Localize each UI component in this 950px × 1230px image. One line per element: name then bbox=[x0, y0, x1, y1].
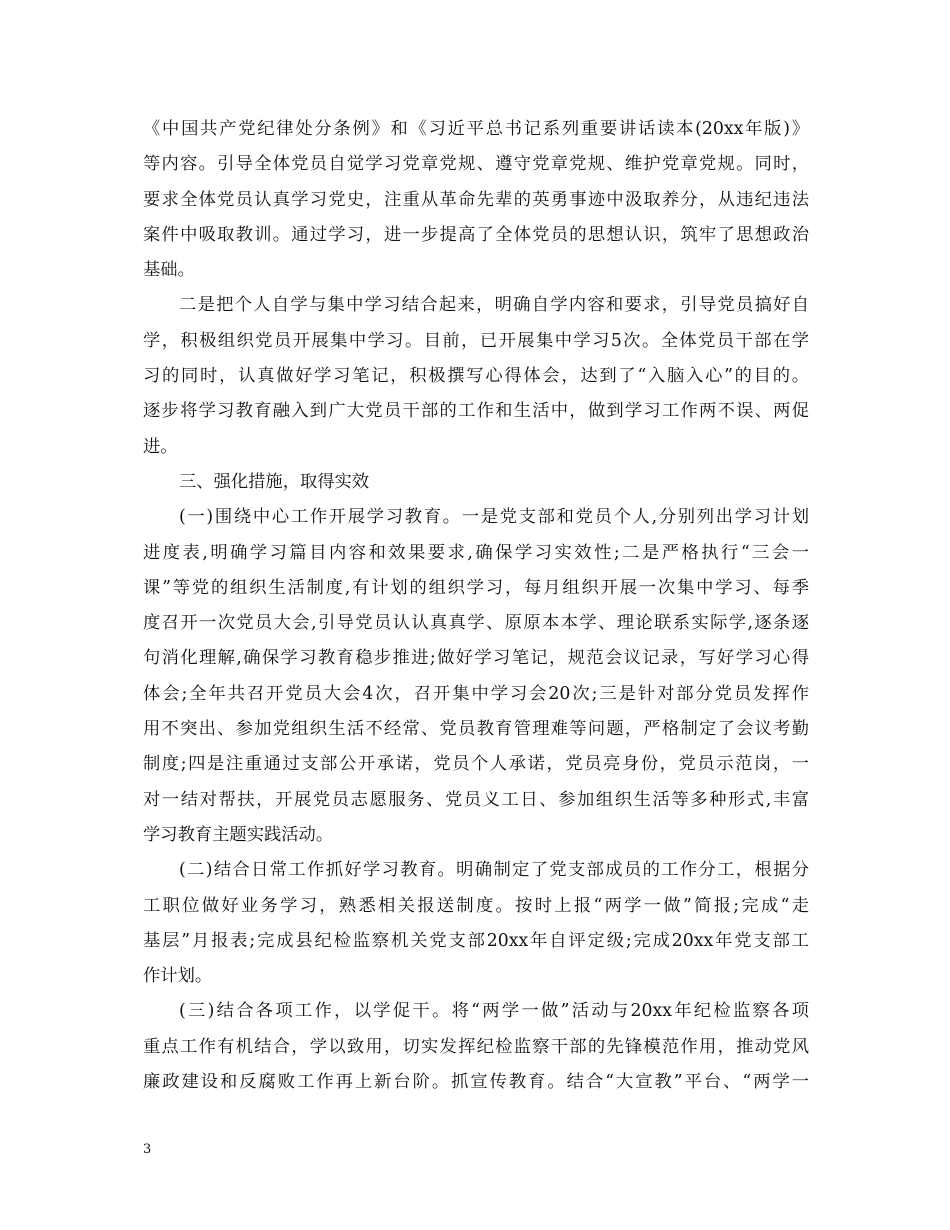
text-line: (二)结合日常工作抓好学习教育。明确制定了党支部成员的工作分工，根据分 bbox=[179, 860, 809, 881]
text-line: 廉政建设和反腐败工作再上新台阶。抓宣传教育。结合“大宣教”平台、“两学一 bbox=[143, 1072, 809, 1093]
text-line: 作计划。 bbox=[143, 966, 213, 987]
text-line: 案件中吸取教训。通过学习，进一步提高了全体党员的思想认识，筑牢了思想政治 bbox=[143, 224, 809, 245]
document-body bbox=[143, 112, 809, 1100]
text-line: 要求全体党员认真学习党史，注重从革命先辈的英勇事迹中汲取养分，从违纪违法 bbox=[143, 189, 809, 210]
text-line: 制度;四是注重通过支部公开承诺，党员个人承诺，党员亮身份，党员示范岗，一 bbox=[143, 754, 809, 775]
text-line: 进。 bbox=[143, 436, 178, 457]
text-line: 课”等党的组织生活制度,有计划的组织学习，每月组织开展一次集中学习、每季 bbox=[143, 577, 809, 598]
text-line: 对一结对帮扶，开展党员志愿服务、党员义工日、参加组织生活等多种形式,丰富 bbox=[143, 789, 809, 810]
text-line: (三)结合各项工作，以学促干。将“两学一做”活动与20xx年纪检监察各项 bbox=[179, 1001, 809, 1022]
text-line: 体会;全年共召开党员大会4次，召开集中学习会20次;三是针对部分党员发挥作 bbox=[143, 683, 809, 704]
text-line: (一)围绕中心工作开展学习教育。一是党支部和党员个人,分别列出学习计划 bbox=[179, 507, 809, 528]
text-line: 用不突出、参加党组织生活不经常、党员教育管理难等问题，严格制定了会议考勤 bbox=[143, 719, 809, 740]
text-line: 句消化理解,确保学习教育稳步推进;做好学习笔记，规范会议记录，写好学习心得 bbox=[143, 648, 809, 669]
text-line: 学，积极组织党员开展集中学习。目前，已开展集中学习5次。全体党员干部在学 bbox=[143, 330, 809, 351]
text-line: 基础。 bbox=[143, 260, 195, 281]
text-line: 学习教育主题实践活动。 bbox=[143, 824, 334, 845]
text-line: 工职位做好业务学习，熟悉相关报送制度。按时上报“两学一做”简报;完成“走 bbox=[143, 895, 809, 916]
text-line: 《中国共产党纪律处分条例》和《习近平总书记系列重要讲话读本(20xx年版)》 bbox=[143, 119, 809, 139]
text-line: 基层”月报表;完成县纪检监察机关党支部20xx年自评定级;完成20xx年党支部工 bbox=[143, 930, 809, 951]
text-line: 习的同时，认真做好学习笔记，积极撰写心得体会，达到了“入脑入心”的目的。 bbox=[143, 366, 809, 387]
text-line: 等内容。引导全体党员自觉学习党章党规、遵守党章党规、维护党章党规。同时， bbox=[143, 154, 809, 175]
page-number: 3 bbox=[143, 1142, 152, 1157]
text-line: 重点工作有机结合，学以致用，切实发挥纪检监察干部的先锋模范作用，推动党风 bbox=[143, 1036, 809, 1057]
text-line: 进度表,明确学习篇目内容和效果要求,确保学习实效性;二是严格执行“三会一 bbox=[143, 542, 809, 563]
text-line: 二是把个人自学与集中学习结合起来，明确自学内容和要求，引导党员搞好自 bbox=[179, 295, 809, 316]
text-line: 三、强化措施，取得实效 bbox=[179, 471, 370, 492]
text-line: 逐步将学习教育融入到广大党员干部的工作和生活中，做到学习工作两不误、两促 bbox=[143, 401, 809, 422]
text-line: 度召开一次党员大会,引导党员认认真真学、原原本本学、理论联系实际学,逐条逐 bbox=[143, 613, 809, 634]
